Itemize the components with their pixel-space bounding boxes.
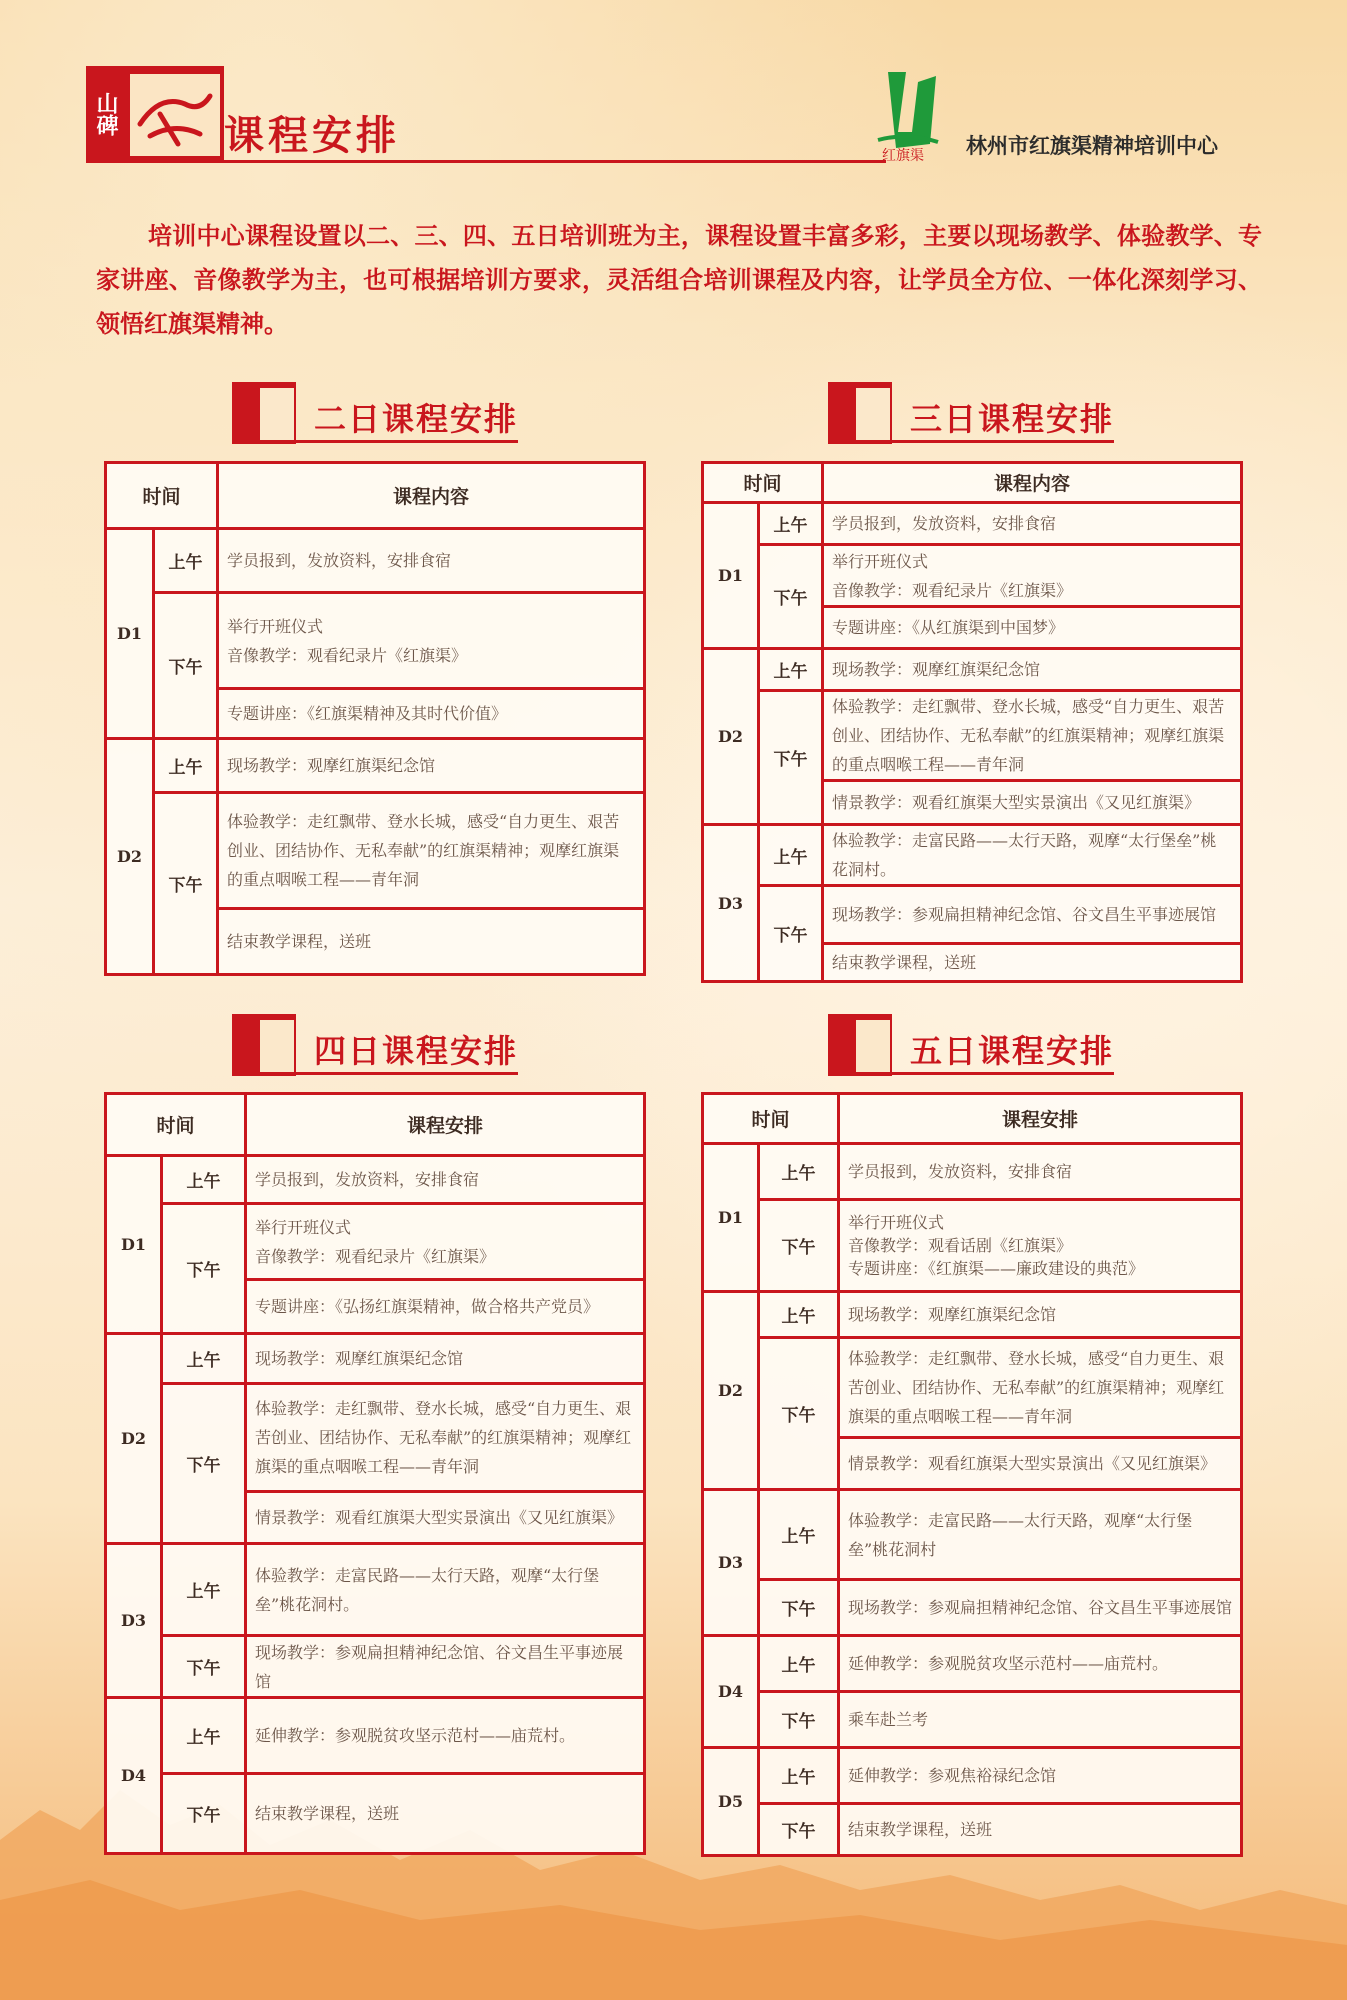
course-cell (218, 593, 645, 689)
section-underline (892, 440, 1114, 443)
section-title-text: 二日课程安排 (314, 400, 519, 438)
period-am: 上午 (162, 1156, 246, 1204)
schedule-table-four-day (104, 1092, 646, 1855)
period-pm: 下午 (759, 691, 823, 825)
period-am: 上午 (759, 1636, 839, 1692)
course-cell: 学员报到，发放资料，安排食宿 (838, 1144, 1241, 1200)
day-label: D5 (703, 1748, 759, 1856)
course-cell: 现场教学：观摩红旗渠纪念馆 (218, 739, 645, 793)
day-label: D2 (106, 739, 154, 975)
brand-text: 红旗渠 (882, 149, 924, 162)
day-label: D2 (703, 1292, 759, 1490)
course-line: 举行开班仪式 (227, 616, 324, 636)
course-cell: 延伸教学：参观焦裕禄纪念馆 (838, 1748, 1241, 1804)
section-title-text: 四日课程安排 (314, 1032, 519, 1070)
period-am: 上午 (759, 1748, 839, 1804)
course-line: 音像教学：观看纪录片《红旗渠》 (227, 645, 468, 665)
period-am: 上午 (162, 1334, 246, 1384)
section-title-four-day (232, 1014, 522, 1080)
period-am: 上午 (759, 1490, 839, 1580)
day-label: D3 (703, 825, 759, 982)
intro-paragraph: 培训中心课程设置以二、三、四、五日培训班为主，课程设置丰富多彩，主要以现场教学、体验教学、专家讲座、音像教学为主，也可根据培训方要求，灵活组合培训课程及内容，让学员全方位、一体化深刻学习、领悟红旗渠精神。 (96, 221, 1262, 338)
section-stamp-icon (232, 1014, 296, 1076)
section-title-three-day (828, 382, 1118, 448)
calligraphy-mark-icon (130, 74, 220, 156)
course-cell: 现场教学：参观扁担精神纪念馆、谷文昌生平事迹展馆 (823, 886, 1242, 944)
course-cell: 专题讲座：《红旗渠精神及其时代价值》 (218, 689, 645, 739)
period-am: 上午 (162, 1698, 246, 1774)
period-pm: 下午 (759, 545, 823, 649)
course-cell: 情景教学：观看红旗渠大型实景演出《又见红旗渠》 (823, 781, 1242, 825)
period-pm: 下午 (154, 793, 218, 975)
day-label: D1 (703, 1144, 759, 1292)
period-am: 上午 (759, 1292, 839, 1338)
section-stamp-icon (232, 382, 296, 444)
course-cell: 现场教学：参观扁担精神纪念馆、谷文昌生平事迹展馆 (838, 1580, 1241, 1636)
course-cell: 体验教学：走富民路——太行天路，观摩“太行堡垒”桃花洞村。 (823, 825, 1242, 886)
period-pm: 下午 (162, 1204, 246, 1334)
header-content: 课程安排 (246, 1094, 645, 1156)
period-am: 上午 (759, 825, 823, 886)
day-label: D2 (106, 1334, 162, 1544)
course-cell: 结束教学课程，送班 (246, 1774, 645, 1854)
period-am: 上午 (154, 529, 218, 593)
course-line: 音像教学：观看话剧《红旗渠》 (847, 1236, 1072, 1255)
section-underline (296, 440, 518, 443)
course-cell: 学员报到，发放资料，安排食宿 (218, 529, 645, 593)
course-cell: 延伸教学：参观脱贫攻坚示范村——庙荒村。 (838, 1636, 1241, 1692)
period-pm: 下午 (162, 1384, 246, 1544)
day-label: D2 (703, 649, 759, 825)
course-cell: 现场教学：观摩红旗渠纪念馆 (246, 1334, 645, 1384)
page-title: 课程安排 (224, 112, 400, 159)
organization-name: 林州市红旗渠精神培训中心 (966, 133, 1218, 158)
course-cell: 体验教学：走富民路——太行天路，观摩“太行堡垒”桃花洞村 (838, 1490, 1241, 1580)
header-time: 时间 (703, 1094, 839, 1144)
course-cell: 体验教学：走红飘带、登水长城，感受“自力更生、艰苦创业、团结协作、无私奉献”的红旗渠精神；观摩红旗渠的重点咽喉工程——青年洞 (823, 691, 1242, 781)
schedule-table-three-day (701, 461, 1243, 983)
period-pm: 下午 (759, 1692, 839, 1748)
course-cell: 体验教学：走红飘带、登水长城，感受“自力更生、艰苦创业、团结协作、无私奉献”的红旗渠精神；观摩红旗渠的重点咽喉工程——青年洞 (218, 793, 645, 909)
schedule-table-five-day (701, 1092, 1243, 1857)
course-cell: 学员报到，发放资料，安排食宿 (823, 503, 1242, 545)
day-label: D1 (106, 529, 154, 739)
period-pm: 下午 (759, 1580, 839, 1636)
section-stamp-icon (828, 382, 892, 444)
header-time: 时间 (106, 463, 218, 529)
period-am: 上午 (162, 1544, 246, 1636)
course-cell (838, 1200, 1241, 1292)
section-title-two-day (232, 382, 522, 448)
section-underline (892, 1072, 1114, 1075)
course-line: 专题讲座：《红旗渠——廉政建设的典范》 (847, 1259, 1144, 1278)
calligraphy-logo (86, 66, 224, 162)
course-cell: 情景教学：观看红旗渠大型实景演出《又见红旗渠》 (838, 1438, 1241, 1490)
day-label: D1 (703, 503, 759, 649)
period-am: 上午 (759, 649, 823, 691)
course-line: 举行开班仪式 (832, 551, 929, 571)
day-label: D3 (106, 1544, 162, 1698)
section-title-five-day (828, 1014, 1118, 1080)
header-divider (86, 160, 886, 163)
course-cell (823, 545, 1242, 607)
day-label: D3 (703, 1490, 759, 1636)
course-cell: 乘车赴兰考 (838, 1692, 1241, 1748)
course-cell: 专题讲座：《从红旗渠到中国梦》 (823, 607, 1242, 649)
course-line: 音像教学：观看纪录片《红旗渠》 (832, 580, 1073, 600)
logo-text: 山碑 (93, 92, 119, 136)
course-cell: 现场教学：观摩红旗渠纪念馆 (823, 649, 1242, 691)
section-stamp-icon (828, 1014, 892, 1076)
header-content: 课程安排 (838, 1094, 1241, 1144)
period-am: 上午 (759, 503, 823, 545)
course-cell: 体验教学：走红飘带、登水长城，感受“自力更生、艰苦创业、团结协作、无私奉献”的红旗渠精神；观摩红旗渠的重点咽喉工程——青年洞 (838, 1338, 1241, 1438)
section-underline (296, 1072, 518, 1075)
day-label: D1 (106, 1156, 162, 1334)
period-pm: 下午 (162, 1636, 246, 1698)
section-title-text: 五日课程安排 (910, 1032, 1115, 1070)
day-label: D4 (703, 1636, 759, 1748)
period-pm: 下午 (154, 593, 218, 739)
course-line: 音像教学：观看纪录片《红旗渠》 (255, 1246, 496, 1266)
course-cell: 体验教学：走红飘带、登水长城，感受“自力更生、艰苦创业、团结协作、无私奉献”的红旗渠精神；观摩红旗渠的重点咽喉工程——青年洞 (246, 1384, 645, 1492)
course-cell: 结束教学课程，送班 (838, 1804, 1241, 1856)
course-cell: 情景教学：观看红旗渠大型实景演出《又见红旗渠》 (246, 1492, 645, 1544)
schedule-table-two-day (104, 461, 646, 976)
period-pm: 下午 (759, 1804, 839, 1856)
course-cell: 专题讲座：《弘扬红旗渠精神，做合格共产党员》 (246, 1280, 645, 1334)
period-am: 上午 (759, 1144, 839, 1200)
red-flag-canal-logo-icon (868, 62, 978, 162)
course-cell: 结束教学课程，送班 (218, 909, 645, 975)
course-cell: 结束教学课程，送班 (823, 944, 1242, 982)
header-time: 时间 (106, 1094, 246, 1156)
course-line: 举行开班仪式 (255, 1217, 352, 1237)
period-am: 上午 (154, 739, 218, 793)
course-cell: 学员报到，发放资料，安排食宿 (246, 1156, 645, 1204)
page-header (86, 66, 1266, 176)
period-pm: 下午 (162, 1774, 246, 1854)
section-title-text: 三日课程安排 (910, 400, 1115, 438)
course-line: 举行开班仪式 (847, 1213, 944, 1232)
course-cell: 体验教学：走富民路——太行天路，观摩“太行堡垒”桃花洞村。 (246, 1544, 645, 1636)
period-pm: 下午 (759, 1338, 839, 1490)
header-content: 课程内容 (823, 463, 1242, 503)
period-pm: 下午 (759, 1200, 839, 1292)
course-cell: 现场教学：观摩红旗渠纪念馆 (838, 1292, 1241, 1338)
course-cell: 现场教学：参观扁担精神纪念馆、谷文昌生平事迹展馆 (246, 1636, 645, 1698)
course-cell (246, 1204, 645, 1280)
period-pm: 下午 (759, 886, 823, 982)
header-content: 课程内容 (218, 463, 645, 529)
day-label: D4 (106, 1698, 162, 1854)
header-time: 时间 (703, 463, 823, 503)
course-cell: 延伸教学：参观脱贫攻坚示范村——庙荒村。 (246, 1698, 645, 1774)
